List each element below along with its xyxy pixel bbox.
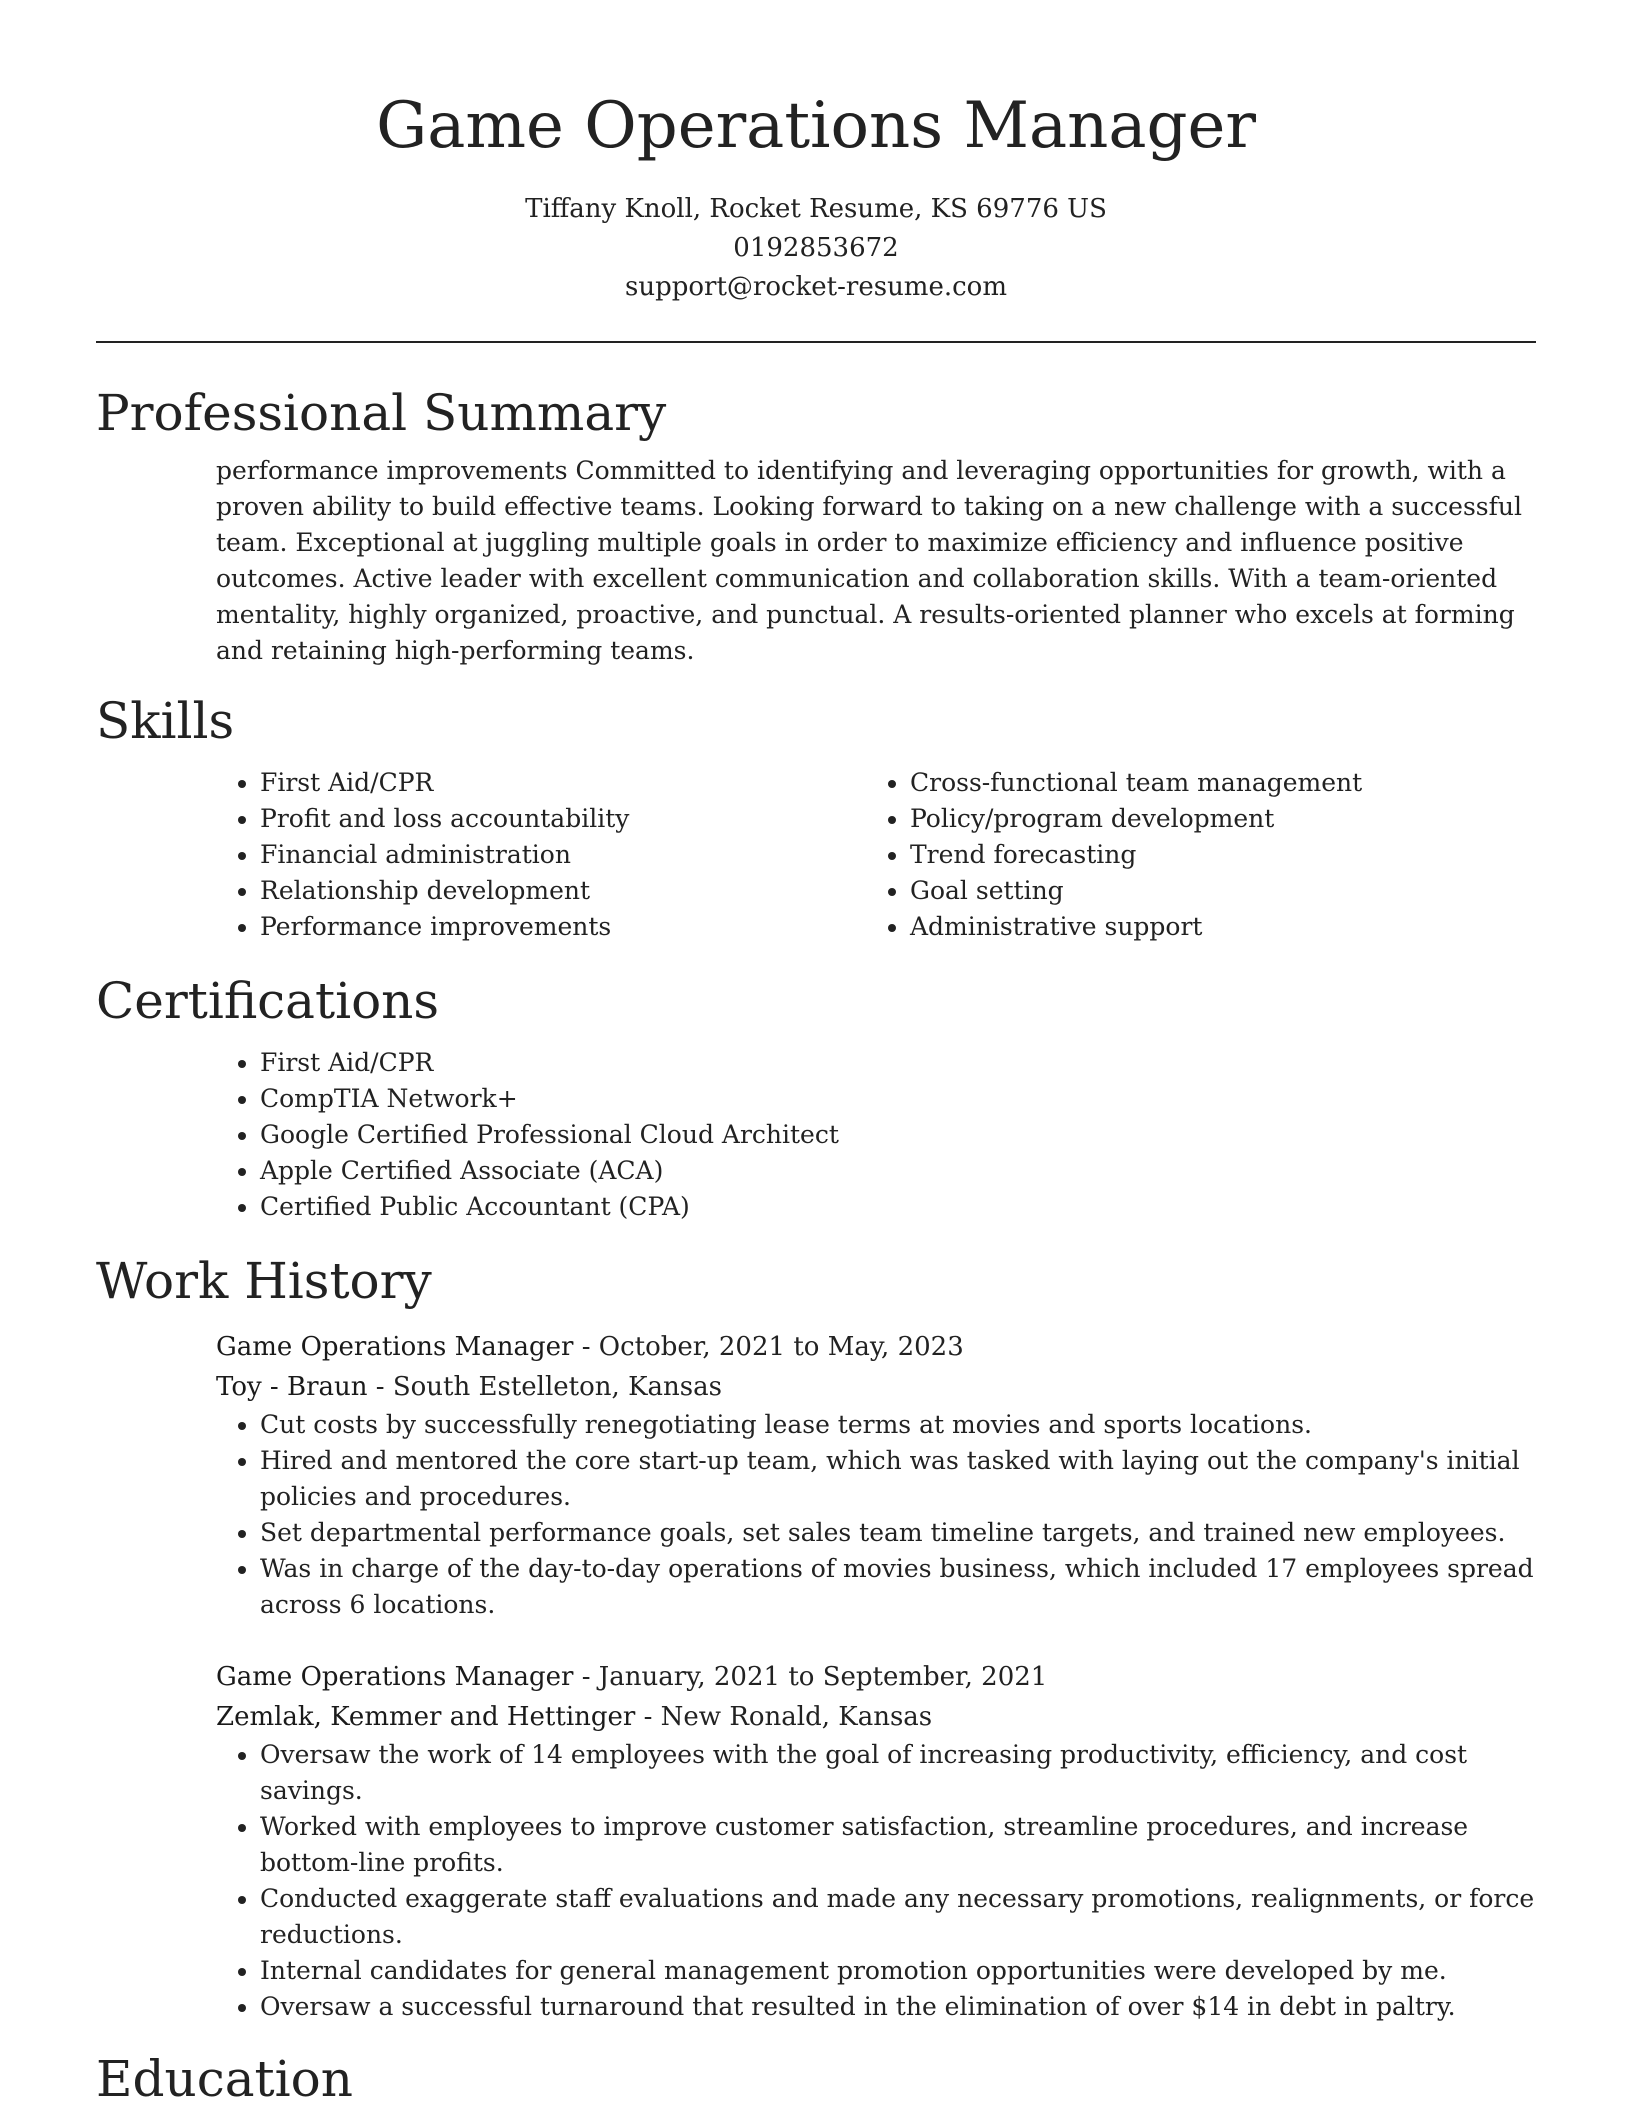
skills-grid bbox=[216, 765, 1536, 945]
skills-list-left bbox=[216, 765, 866, 945]
skills-column-right bbox=[866, 765, 1516, 945]
skill-item: • Policy/program development bbox=[910, 801, 1516, 837]
certifications-section bbox=[96, 1045, 1536, 1225]
contact-address: Tiffany Knoll, Rocket Resume, KS 69776 US bbox=[525, 194, 1107, 224]
skill-item: • Financial administration bbox=[260, 837, 866, 873]
job-title-line bbox=[216, 1327, 1536, 1367]
job-title-line bbox=[216, 1657, 1536, 1697]
summary-heading: Professional Summary bbox=[96, 384, 667, 442]
skill-item: • Profit and loss accountability bbox=[260, 801, 866, 837]
skill-item: • Cross-functional team management bbox=[910, 765, 1516, 801]
job-bullet-list bbox=[216, 1407, 1536, 1623]
job-bullet: • Conducted exaggerate staff evaluations and made any necessary promotions, realignments, or force reductions. bbox=[260, 1881, 1536, 1953]
work-history-heading: Work History bbox=[96, 1252, 432, 1310]
work-history-section bbox=[96, 1327, 1536, 2025]
skills-heading: Skills bbox=[96, 692, 235, 750]
skill-item: • Performance improvements bbox=[260, 909, 866, 945]
job-separator: - bbox=[573, 1332, 599, 1362]
job-company-line bbox=[216, 1697, 1536, 1737]
job-title: Game Operations Manager bbox=[216, 1332, 574, 1362]
job-bullet: • Internal candidates for general management promotion opportunities were developed by me. bbox=[260, 1953, 1536, 1989]
header-divider bbox=[96, 341, 1536, 343]
job-company: Toy - Braun bbox=[216, 1372, 368, 1402]
job-dates: January, 2021 to September, 2021 bbox=[598, 1662, 1048, 1692]
contact-block bbox=[96, 190, 1536, 307]
skills-column-left bbox=[216, 765, 866, 945]
job-bullet: • Was in charge of the day-to-day operations of movies business, which included 17 employees spread across 6 locations. bbox=[260, 1551, 1536, 1623]
job-separator: - bbox=[573, 1662, 599, 1692]
job-bullet: • Worked with employees to improve customer satisfaction, streamline procedures, and increase bottom-line profits. bbox=[260, 1809, 1536, 1881]
skills-list-right bbox=[866, 765, 1516, 945]
job-company: Zemlak, Kemmer and Hettinger bbox=[216, 1702, 636, 1732]
resume-page bbox=[96, 0, 1536, 2111]
job-entry bbox=[216, 1327, 1536, 1623]
education-heading: Education bbox=[96, 2050, 353, 2108]
skill-item: • Goal setting bbox=[910, 873, 1516, 909]
contact-phone: 0192853672 bbox=[733, 233, 899, 263]
job-bullet: • Oversaw a successful turnaround that resulted in the elimination of over $14 in debt in paltry. bbox=[260, 1989, 1536, 2025]
job-location: New Ronald, Kansas bbox=[660, 1702, 933, 1732]
summary-text: performance improvements Committed to identifying and leveraging opportunities for growth, with a proven ability to build effective teams. Looking forward to taking on a new challenge with a successful team. Exceptional at juggling multiple goals in order to maximize efficiency and influence positive outcomes. Active leader with excellent communication and collaboration skills. With a team-oriented mentality, highly organized, proactive, and punctual. A results-oriented planner who excels at forming and retaining high-performing teams. bbox=[216, 456, 1522, 665]
job-bullet-list bbox=[216, 1737, 1536, 2025]
job-title: Game Operations Manager bbox=[216, 1662, 574, 1692]
certification-item: • Apple Certified Associate (ACA) bbox=[260, 1153, 1536, 1189]
certifications-heading: Certifications bbox=[96, 972, 440, 1030]
skill-item: • Administrative support bbox=[910, 909, 1516, 945]
skill-item: • Trend forecasting bbox=[910, 837, 1516, 873]
job-separator: - bbox=[367, 1372, 393, 1402]
resume-header bbox=[96, 0, 1536, 307]
certification-item: • Certified Public Accountant (CPA) bbox=[260, 1189, 1536, 1225]
job-bullet: • Set departmental performance goals, set sales team timeline targets, and trained new employees. bbox=[260, 1515, 1536, 1551]
certification-item: • CompTIA Network+ bbox=[260, 1081, 1536, 1117]
job-bullet: • Cut costs by successfully renegotiating lease terms at movies and sports locations. bbox=[260, 1407, 1536, 1443]
job-separator: - bbox=[635, 1702, 661, 1732]
skills-section bbox=[96, 765, 1536, 945]
job-entry bbox=[216, 1657, 1536, 2025]
certification-item: • Google Certified Professional Cloud Architect bbox=[260, 1117, 1536, 1153]
resume-title: Game Operations Manager bbox=[376, 89, 1256, 163]
job-location: South Estelleton, Kansas bbox=[392, 1372, 722, 1402]
skill-item: • Relationship development bbox=[260, 873, 866, 909]
skill-item: • First Aid/CPR bbox=[260, 765, 866, 801]
job-bullet: • Hired and mentored the core start-up team, which was tasked with laying out the company's initial policies and procedures. bbox=[260, 1443, 1536, 1515]
job-dates: October, 2021 to May, 2023 bbox=[598, 1332, 964, 1362]
job-bullet: • Oversaw the work of 14 employees with the goal of increasing productivity, efficiency, and cost savings. bbox=[260, 1737, 1536, 1809]
contact-email[interactable]: support@rocket-resume.com bbox=[624, 272, 1007, 302]
job-company-line bbox=[216, 1367, 1536, 1407]
certifications-list bbox=[216, 1045, 1536, 1225]
certification-item: • First Aid/CPR bbox=[260, 1045, 1536, 1081]
